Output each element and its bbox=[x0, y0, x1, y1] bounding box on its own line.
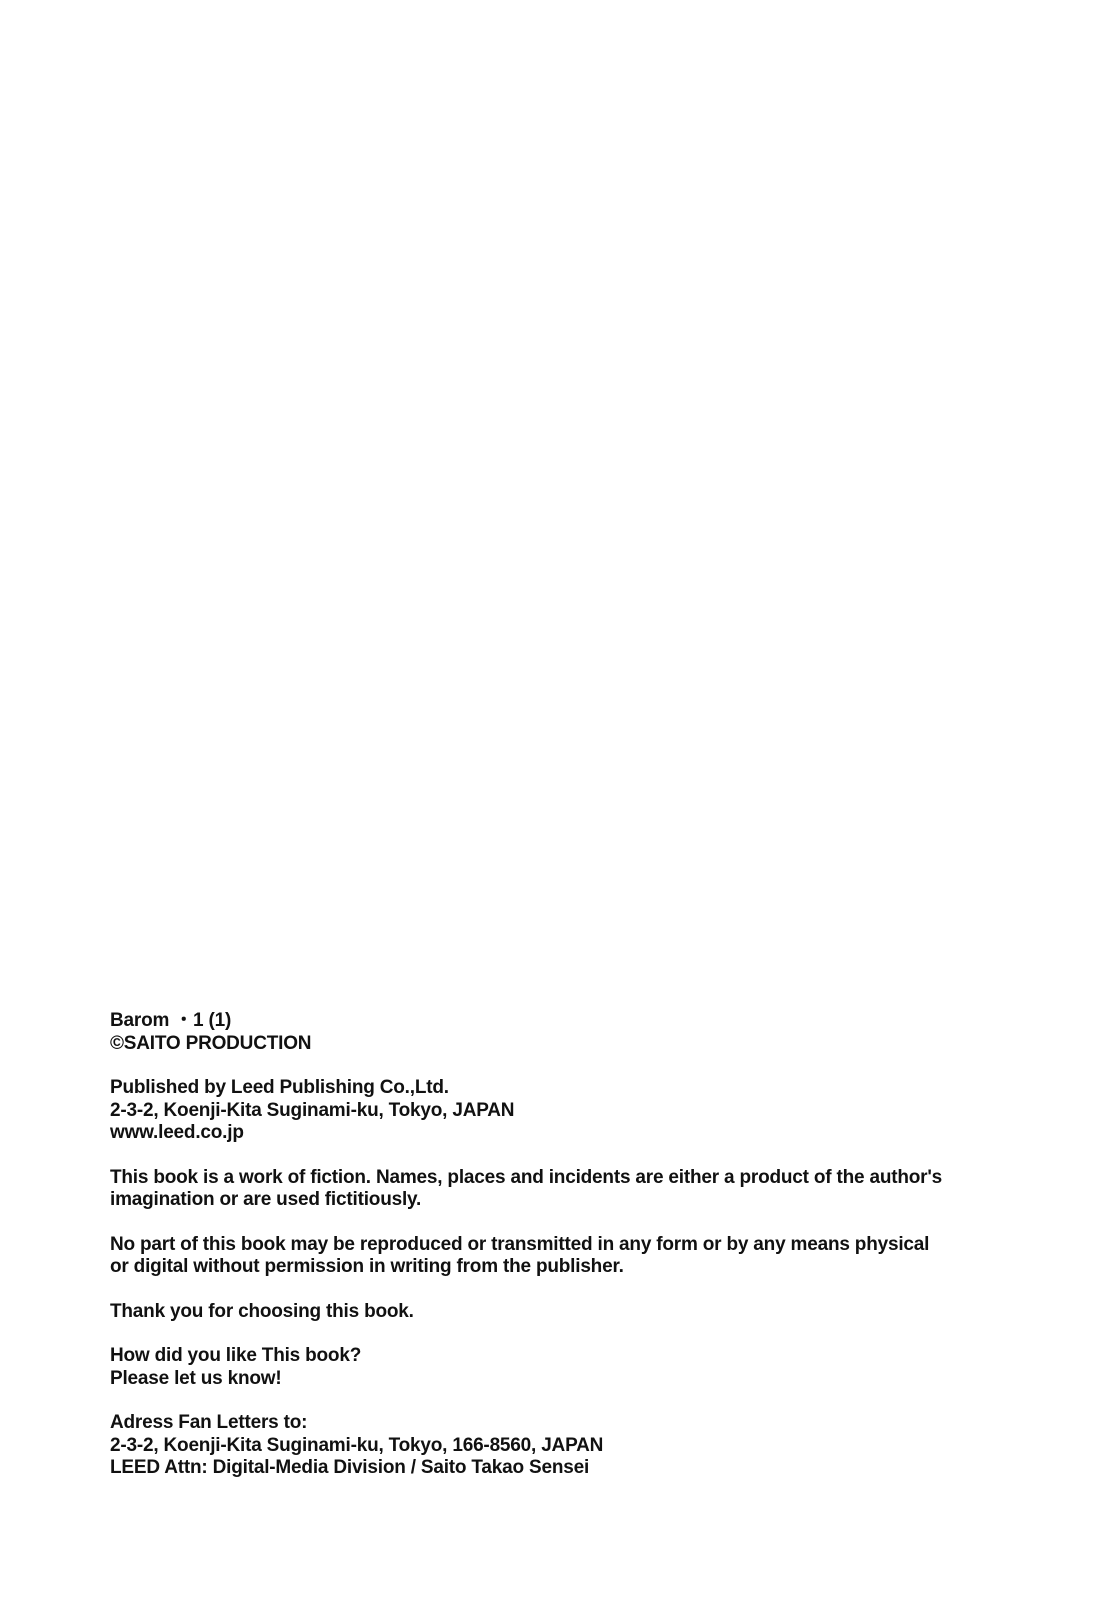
feedback-request: Please let us know! bbox=[110, 1367, 282, 1389]
book-title: Barom ・1 (1) bbox=[110, 1010, 232, 1031]
fan-letters-address: 2-3-2, Koenji-Kita Suginami-ku, Tokyo, 166-8560, JAPAN bbox=[110, 1434, 604, 1456]
rights-notice bbox=[110, 1234, 1010, 1279]
fan-letters-block bbox=[110, 1412, 1010, 1480]
feedback-question: How did you like This book? bbox=[110, 1345, 362, 1366]
rights-notice-line-2: or digital without permission in writing from the publisher. bbox=[110, 1256, 624, 1277]
fan-letters-heading: Adress Fan Letters to: bbox=[110, 1412, 308, 1433]
fan-letters-attention: LEED Attn: Digital-Media Division / Saito Takao Sensei bbox=[110, 1457, 590, 1478]
title-block bbox=[110, 1010, 1010, 1055]
fiction-notice-line-1: This book is a work of fiction. Names, places and incidents are either a product of the author's bbox=[110, 1166, 943, 1188]
publisher-block bbox=[110, 1077, 1010, 1145]
rights-notice-line-1: No part of this book may be reproduced or transmitted in any form or by any means physical bbox=[110, 1233, 930, 1255]
feedback-block bbox=[110, 1345, 1010, 1390]
publisher-address: 2-3-2, Koenji-Kita Suginami-ku, Tokyo, JAPAN bbox=[110, 1099, 515, 1121]
thanks-line: Thank you for choosing this book. bbox=[110, 1300, 414, 1322]
fiction-notice-line-2: imagination or are used fictitiously. bbox=[110, 1189, 422, 1210]
publisher-website: www.leed.co.jp bbox=[110, 1122, 244, 1143]
thanks-block bbox=[110, 1301, 1010, 1324]
colophon bbox=[110, 1010, 1010, 1480]
fiction-notice bbox=[110, 1167, 1010, 1212]
publisher-name: Published by Leed Publishing Co.,Ltd. bbox=[110, 1077, 449, 1098]
copyright-line: ©SAITO PRODUCTION bbox=[110, 1032, 312, 1054]
